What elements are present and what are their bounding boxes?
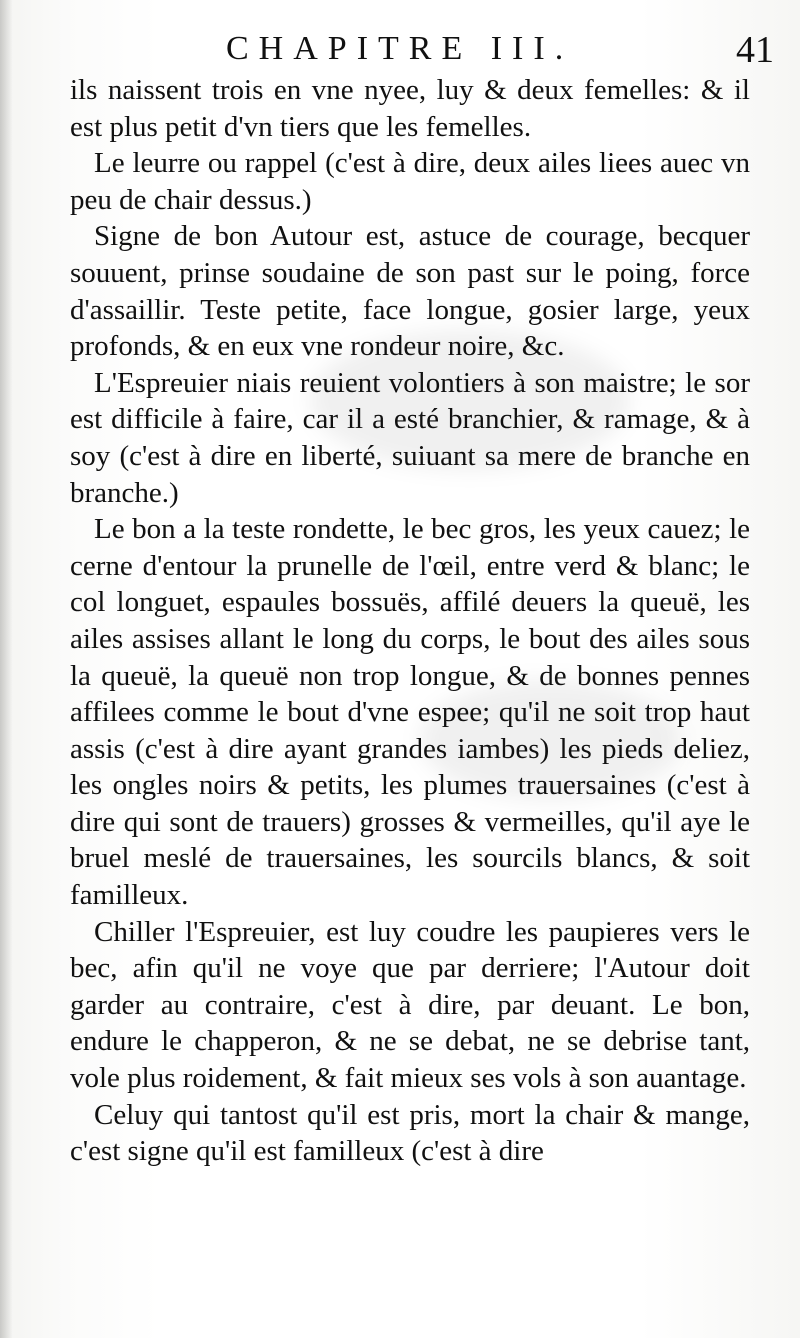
paragraph-2: Le leurre ou rappel (c'est à dire, deux ailes liees auec vn peu de chair dessus.) [70, 147, 750, 216]
running-head [0, 30, 800, 78]
paragraph-7: Celuy qui tantost qu'il est pris, mort la chair & mange, c'est signe qu'il est familleux (c'est à dire [70, 1098, 750, 1168]
chapter-heading: CHAPITRE III. [226, 30, 574, 67]
paragraph-5: Le bon a la teste rondette, le bec gros, les yeux cauez; le cerne d'entour la prunelle de l'œil, entre verd & blanc; le col longuet, espaules bossuës, affilé deuers la queuë, les ailes assises allant le long du corps, le bout des ailes sous la queuë, la queuë non trop longue, & de bonnes pennes affilees comme le bout d'vne espee; qu'il ne soit trop haut assis (c'est à dire ayant grandes iambes) les pieds deliez, les ongles noirs & petits, les plumes trauersaines (c'est à dire qui sont de trauers) grosses & vermeilles, qu'il aye le bruel meslé de trauersaines, les sourcils blancs, & soit familleux. [70, 513, 750, 912]
body-text [70, 72, 750, 1170]
page-number: 41 [736, 29, 774, 71]
paragraph-1: ils naissent trois en vne nyee, luy & deux femelles: & il est plus petit d'vn tiers que les femelles. [70, 74, 750, 143]
paragraph-6: Chiller l'Espreuier, est luy coudre les paupieres vers le bec, afin qu'il ne voye que par derriere; l'Autour doit garder au contraire, c'est à dire, par deuant. Le bon, endure le chapperon, & ne se debat, ne se debrise tant, vole plus roidement, & fait mieux ses vols à son auantage. [70, 915, 750, 1095]
paragraph-3: Signe de bon Autour est, astuce de courage, becquer souuent, prinse soudaine de son past sur le poing, force d'assaillir. Teste petite, face longue, gosier large, yeux profonds, & en eux vne rondeur noire, &c. [70, 220, 750, 363]
paragraph-4: L'Espreuier niais reuient volontiers à son maistre; le sor est difficile à faire, car il a esté branchier, & ramage, & à soy (c'est à dire en liberté, suiuant sa mere de branche en branche.) [70, 366, 750, 509]
page-gutter-shadow [0, 0, 12, 1338]
